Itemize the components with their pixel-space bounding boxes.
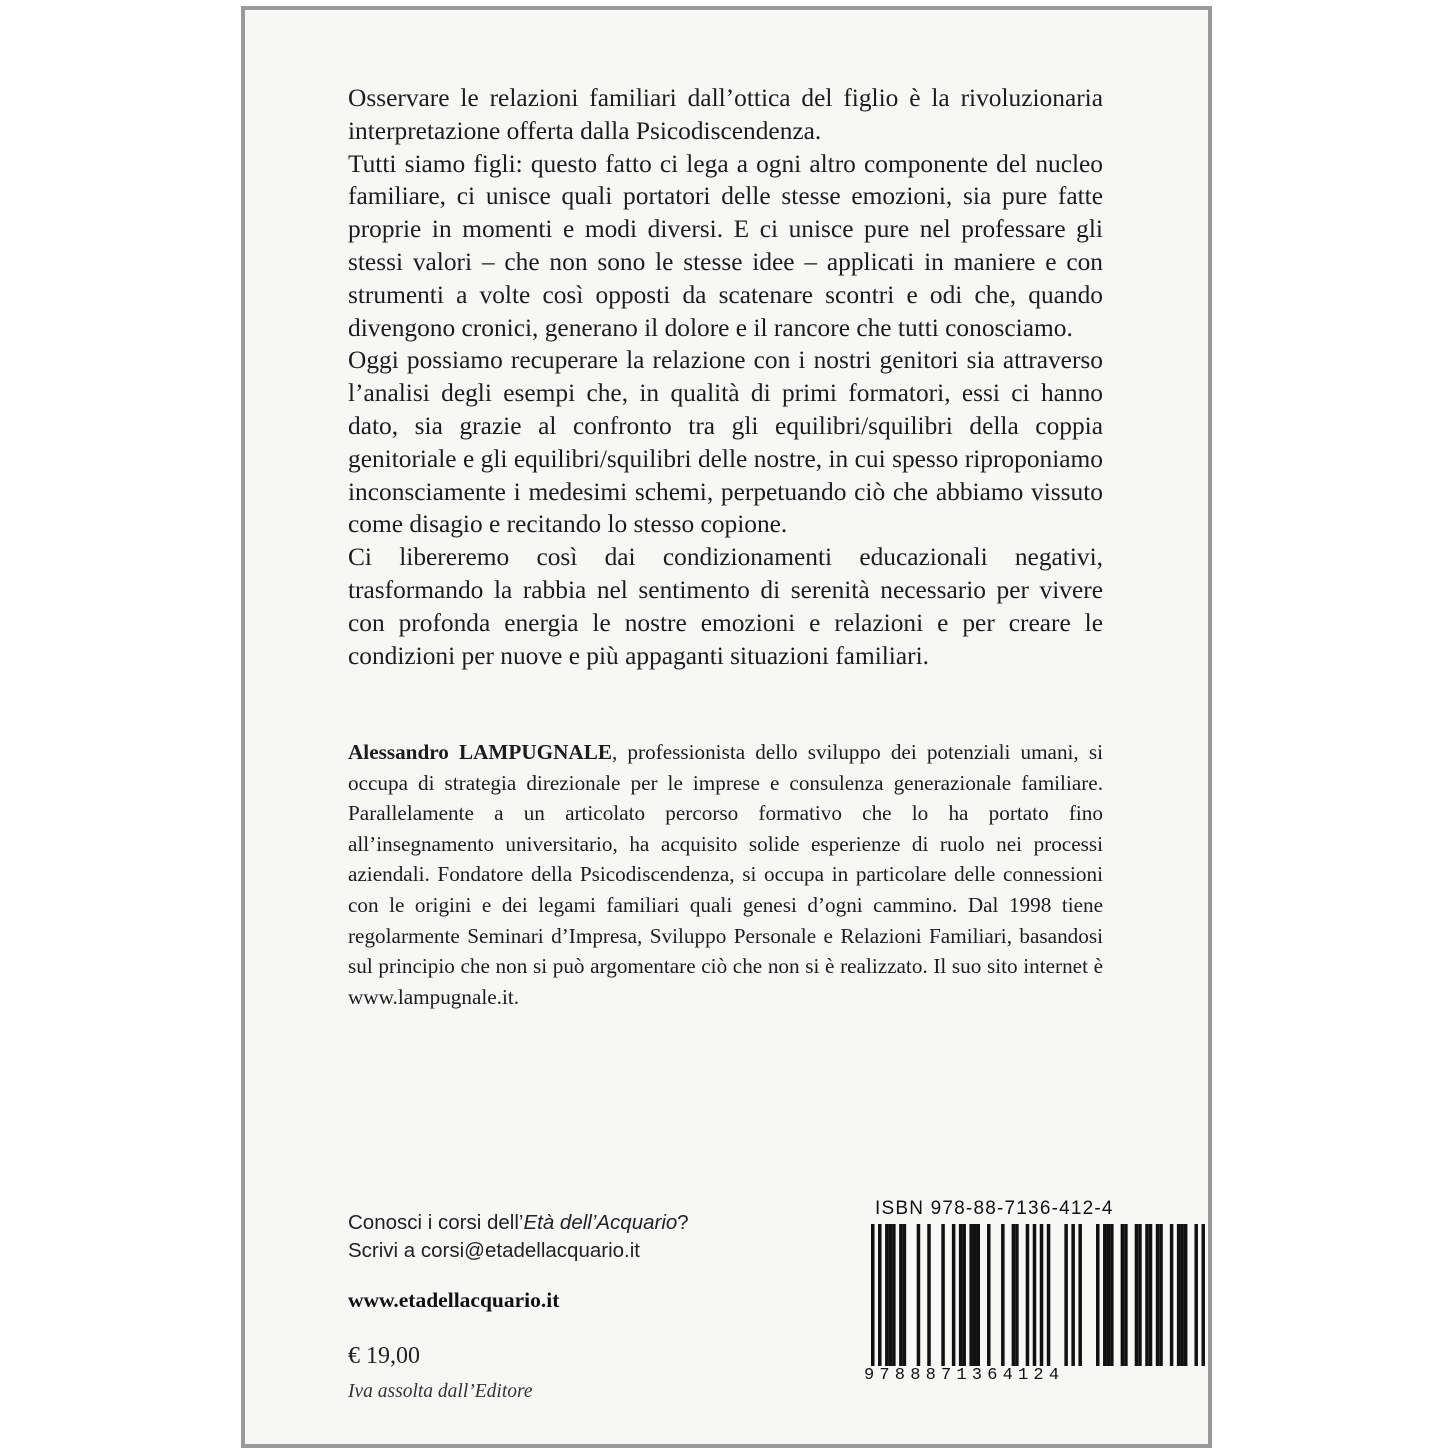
barcode-bar: [1047, 1224, 1051, 1366]
courses-prefix: Conosci i corsi dell’: [348, 1211, 524, 1234]
barcode-bar: [962, 1224, 966, 1366]
barcode-bar: [878, 1224, 882, 1366]
barcode-bar: [952, 1224, 956, 1366]
barcode-bar: [1180, 1224, 1184, 1366]
barcode-bar: [1033, 1224, 1037, 1366]
barcode-bar: [1107, 1224, 1111, 1366]
barcode-bar: [1071, 1224, 1075, 1366]
barcode-bar: [903, 1224, 907, 1366]
barcode-bar: [1159, 1224, 1163, 1366]
blurb-paragraph: Osservare le relazioni familiari dall’ottica del figlio è la rivoluzionaria interpretazione offerta dalla Psicodiscendenza.: [348, 84, 1103, 145]
blurb-paragraph: Tutti siamo figli: questo fatto ci lega a ogni altro componente del nucleo familiare, ci unisce quali portatori delle stesse emozioni, sia pure fatte proprie in momenti e modi diversi. E ci unisce pure nel professare gli stessi valori – che non sono le stesse idee – applicati in maniere e con strumenti a volte così opposti da scatenare scontri e odi che, quando divengono cronici, generano il dolore e il rancore che tutti conosciamo.: [348, 149, 1103, 342]
barcode-bar: [1201, 1224, 1205, 1366]
cover-blurb: [348, 82, 1103, 672]
barcode-bar: [1015, 1224, 1019, 1366]
courses-line-1: [348, 1209, 689, 1237]
barcode-bar: [1103, 1224, 1107, 1366]
barcode-bar: [1078, 1224, 1082, 1366]
author-bio-text: , professionista dello sviluppo dei potenziali umani, si occupa di strategia direzionale per le imprese e consulenza generazionale familiare. Parallelamente a un articolato percorso formativo che lo ha portato fino all’insegnamento universitario, ha acquisito solide esperienze di ruolo nei processi aziendali. Fondatore della Psicodiscendenza, si occupa in particolare delle connessioni con le origini e dei legami familiari quali genesi d’ogni cammino. Dal 1998 tiene regolarmente Seminari d’Impresa, Sviluppo Personale e Relazioni Familiari, basandosi sul principio che non si può argomentare ciò che non si è realizzato. Il suo sito internet è www.lampugnale.it.: [348, 740, 1103, 1009]
barcode-bar: [871, 1224, 875, 1366]
barcode-bar: [899, 1224, 903, 1366]
publisher-website: www.etadellacquario.it: [348, 1288, 560, 1312]
barcode-bar: [927, 1224, 931, 1366]
barcode-bar: [885, 1224, 889, 1366]
barcode-bar: [1177, 1224, 1181, 1366]
barcode-bar: [941, 1224, 945, 1366]
author-bio: [348, 737, 1103, 1012]
price: € 19,00: [348, 1343, 420, 1369]
barcode-bar: [1149, 1224, 1153, 1366]
barcode-bar: [1001, 1224, 1005, 1366]
barcode-bar: [969, 1224, 973, 1366]
barcode-bar: [1110, 1224, 1114, 1366]
barcode-bar: [1026, 1224, 1030, 1366]
courses-suffix: ?: [677, 1211, 689, 1234]
barcode-bar: [959, 1224, 963, 1366]
book-back-cover: [241, 6, 1212, 1448]
barcode-bar: [1138, 1224, 1142, 1366]
barcode-bar: [1145, 1224, 1149, 1366]
blurb-paragraph: Oggi possiamo recuperare la relazione con i nostri genitori sia attraverso l’analisi degli esempi che, in qualità di primi formatori, essi ci hanno dato, sia grazie al confronto tra gli equilibri/squilibri della coppia genitoriale e gli equilibri/squilibri delle nostre, in cui spesso riproponiamo inconsciamente i medesimi schemi, perpetuando ciò che abbiamo vissuto come disagio e recitando lo stesso copione.: [348, 346, 1103, 539]
barcode: [871, 1224, 1205, 1366]
publisher-name: Età dell’Acquario: [523, 1211, 678, 1234]
barcode-bar: [973, 1224, 977, 1366]
vat-note: Iva assolta dall’Editore: [348, 1381, 533, 1402]
courses-note: [348, 1209, 689, 1266]
barcode-bar: [1135, 1224, 1139, 1366]
barcode-bar: [1012, 1224, 1016, 1366]
blurb-paragraph: Ci libereremo così dai condizionamenti educazionali negativi, trasformando la rabbia nel sentimento di serenità necessario per vivere con profonda energia le nostre emozioni e relazioni e per creare le condizioni per nuove e più appaganti situazioni familiari.: [348, 543, 1103, 670]
barcode-bar: [976, 1224, 980, 1366]
barcode-bar: [1096, 1224, 1100, 1366]
barcode-bar: [1040, 1224, 1044, 1366]
barcode-bar: [1121, 1224, 1125, 1366]
isbn-label: ISBN 978-88-7136-412-4: [875, 1198, 1114, 1219]
barcode-bar: [1184, 1224, 1188, 1366]
barcode-bar: [987, 1224, 991, 1366]
author-name: Alessandro LAMPUGNALE: [348, 740, 612, 764]
barcode-bar: [1194, 1224, 1198, 1366]
barcode-bar: [917, 1224, 921, 1366]
barcode-bar: [892, 1224, 896, 1366]
courses-line-2: Scrivi a corsi@etadellacquario.it: [348, 1239, 640, 1263]
barcode-bar: [889, 1224, 893, 1366]
barcode-bar: [1124, 1224, 1128, 1366]
barcode-bar: [1064, 1224, 1068, 1366]
barcode-bar: [1170, 1224, 1174, 1366]
barcode-digits: 9788871364124: [864, 1366, 1065, 1385]
barcode-bar: [1156, 1224, 1160, 1366]
